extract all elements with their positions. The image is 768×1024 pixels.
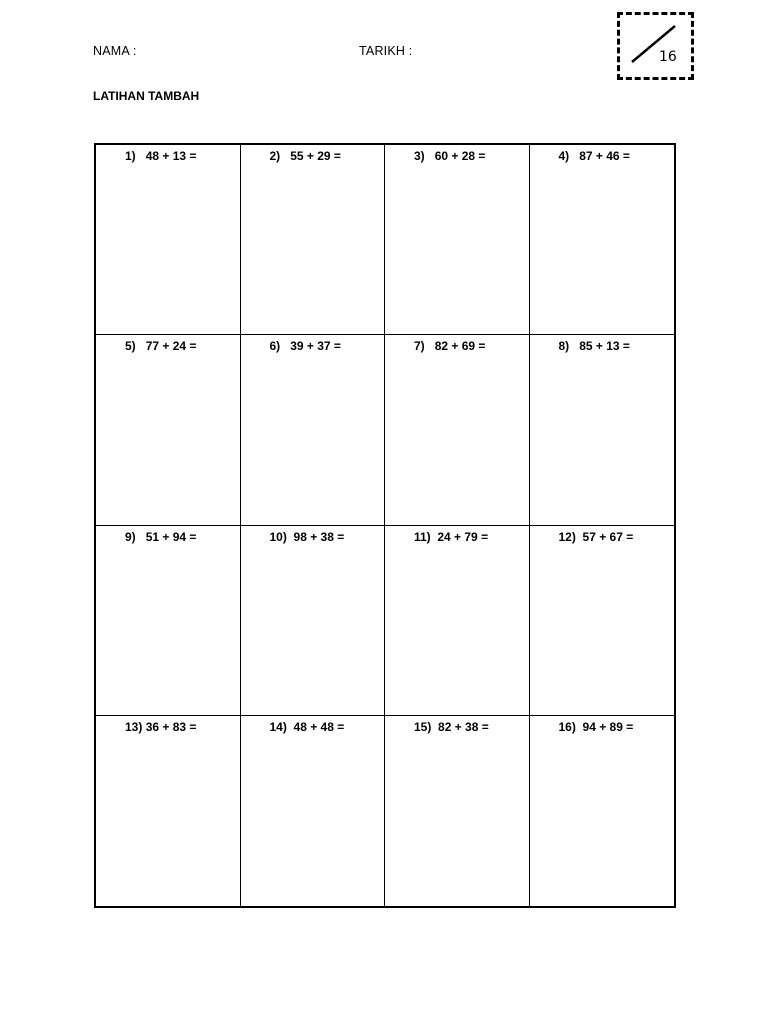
problem-expression: 94 + 89 = [582,719,634,734]
problem-number: 15) [414,719,432,734]
problem-text [270,339,341,353]
problem-text [414,720,489,734]
problem-number: 6) [269,339,281,354]
score-box [617,12,694,80]
problem-grid [94,143,676,908]
problem-number: 11) [414,529,431,544]
problem-cell [96,335,241,525]
nama-label: NAMA : [93,44,137,58]
problem-cell [530,145,675,335]
problem-expression: 39 + 37 = [290,339,341,354]
problem-cell [385,145,530,335]
problem-cell [385,716,530,906]
problem-number: 16) [558,719,576,734]
problem-expression: 82 + 38 = [438,719,489,734]
problem-cell [530,335,675,525]
problem-text [414,149,485,163]
problem-expression: 55 + 29 = [290,149,341,163]
score-total: 16 [659,49,677,65]
problem-cell [96,145,241,335]
problem-number: 8) [558,339,570,354]
problem-expression: 77 + 24 = [145,339,197,354]
problem-cell [530,716,675,906]
problem-expression: 48 + 48 = [293,719,345,734]
problem-cell [241,145,386,335]
problem-expression: 57 + 67 = [582,529,634,544]
problem-text [125,339,196,353]
problem-text [559,530,634,544]
worksheet-title: LATIHAN TAMBAH [93,89,200,103]
problem-number: 10) [269,529,287,544]
problem-text [125,149,196,163]
problem-text [270,720,345,734]
problem-number: 5) [125,339,136,354]
problem-number: 7) [414,339,425,354]
problem-text [270,530,345,544]
problem-number: 12) [558,529,576,544]
problem-expression: 98 + 38 = [293,529,345,544]
problem-expression: 51 + 94 = [145,529,197,544]
problem-number: 14) [269,719,287,734]
problem-number: 3) [414,149,425,163]
problem-expression: 24 + 79 = [437,529,489,544]
problem-expression: 87 + 46 = [579,149,630,163]
problem-number: 9) [125,529,136,544]
problem-cell [530,526,675,716]
problem-number: 13) [125,719,143,734]
problem-cell [241,716,386,906]
problem-cell [96,716,241,906]
problem-text [559,339,630,353]
problem-expression: 36 + 83 = [145,719,197,734]
problem-expression: 85 + 13 = [579,339,630,354]
problem-cell [385,526,530,716]
problem-number: 1) [125,149,136,163]
problem-text [559,149,630,163]
problem-cell [385,335,530,525]
problem-text [559,720,634,734]
problem-cell [241,526,386,716]
problem-text [270,149,341,163]
problem-text [414,530,488,544]
problem-cell [96,526,241,716]
problem-text [125,720,196,734]
score-slash-icon [620,15,691,77]
problem-expression: 60 + 28 = [434,149,486,163]
problem-number: 2) [269,149,281,163]
problem-number: 4) [558,149,570,163]
problem-expression: 82 + 69 = [434,339,486,354]
tarikh-label: TARIKH : [359,44,413,58]
problem-cell [241,335,386,525]
problem-text [125,530,196,544]
problem-expression: 48 + 13 = [145,149,197,163]
problem-text [414,339,485,353]
